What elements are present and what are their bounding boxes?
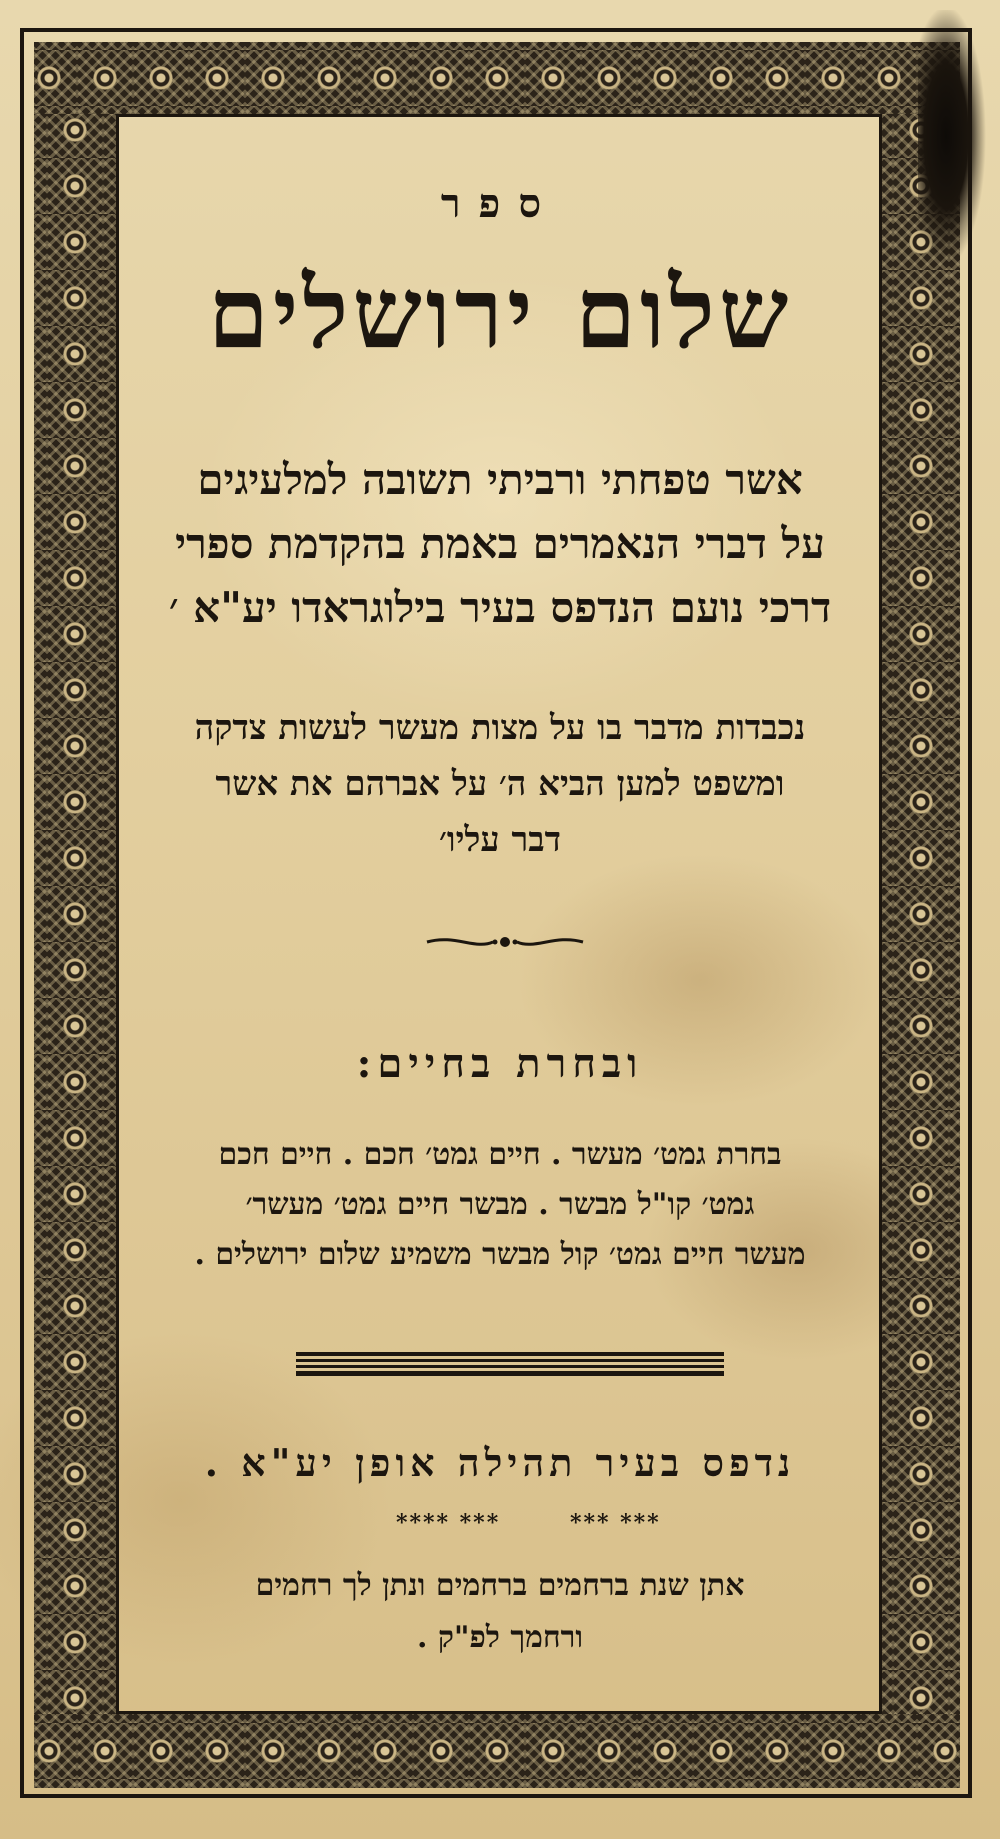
printed-line: נדפס בעיר תהילה אופן יע"א . [204, 1440, 796, 1485]
gematria [130, 1130, 870, 1280]
ink-stain [918, 10, 988, 290]
ornamental-border-left [34, 114, 116, 1714]
subtext-line: דבר עליו׳ [439, 820, 561, 860]
stars-ornament: **** *** [396, 1510, 501, 1536]
description [130, 448, 870, 640]
gematria-line: גמט׳ קו"ל מבשר . מבשר חיים גמט׳ מעשר׳ [245, 1187, 755, 1222]
flourish-ornament [425, 930, 585, 954]
book-word: ספר [440, 180, 560, 227]
year-line: ורחמך לפ"ק . [416, 1620, 584, 1655]
divider-rule [296, 1352, 724, 1378]
subtext [130, 700, 870, 868]
gematria-line: בחרת גמט׳ מעשר . חיים גמט׳ חכם . חיים חכם [218, 1137, 782, 1172]
gematria-line: מעשר חיים גמט׳ קול מבשר משמיע שלום ירושלים . [194, 1237, 806, 1272]
motto: ובחרת בחיים: [356, 1040, 644, 1087]
subtext-line: נכבדות מדבר בו על מצות מעשר לעשות צדקה [194, 708, 806, 748]
ornamental-border-bottom [34, 1714, 960, 1788]
year-chronogram [130, 1560, 870, 1664]
subtext-line: ומשפט למען הביא ה׳ על אברהם את אשר [215, 764, 785, 804]
description-line: על דברי הנאמרים באמת בהקדמת ספרי [175, 519, 825, 568]
description-line: אשר טפחתי ורביתי תשובה למלעיגים [197, 455, 803, 504]
ornamental-border-top [34, 42, 960, 114]
ornamental-border-right [882, 114, 960, 1714]
book-title: שלום ירושלים [207, 256, 793, 371]
stars-ornament: *** *** [570, 1510, 661, 1536]
year-line: אתן שנת ברחמים ברחמים ונתן לך רחמים [255, 1568, 745, 1603]
description-line: דרכי נועם הנדפס בעיר בילוגראדו יע"א ׳ [168, 583, 832, 632]
